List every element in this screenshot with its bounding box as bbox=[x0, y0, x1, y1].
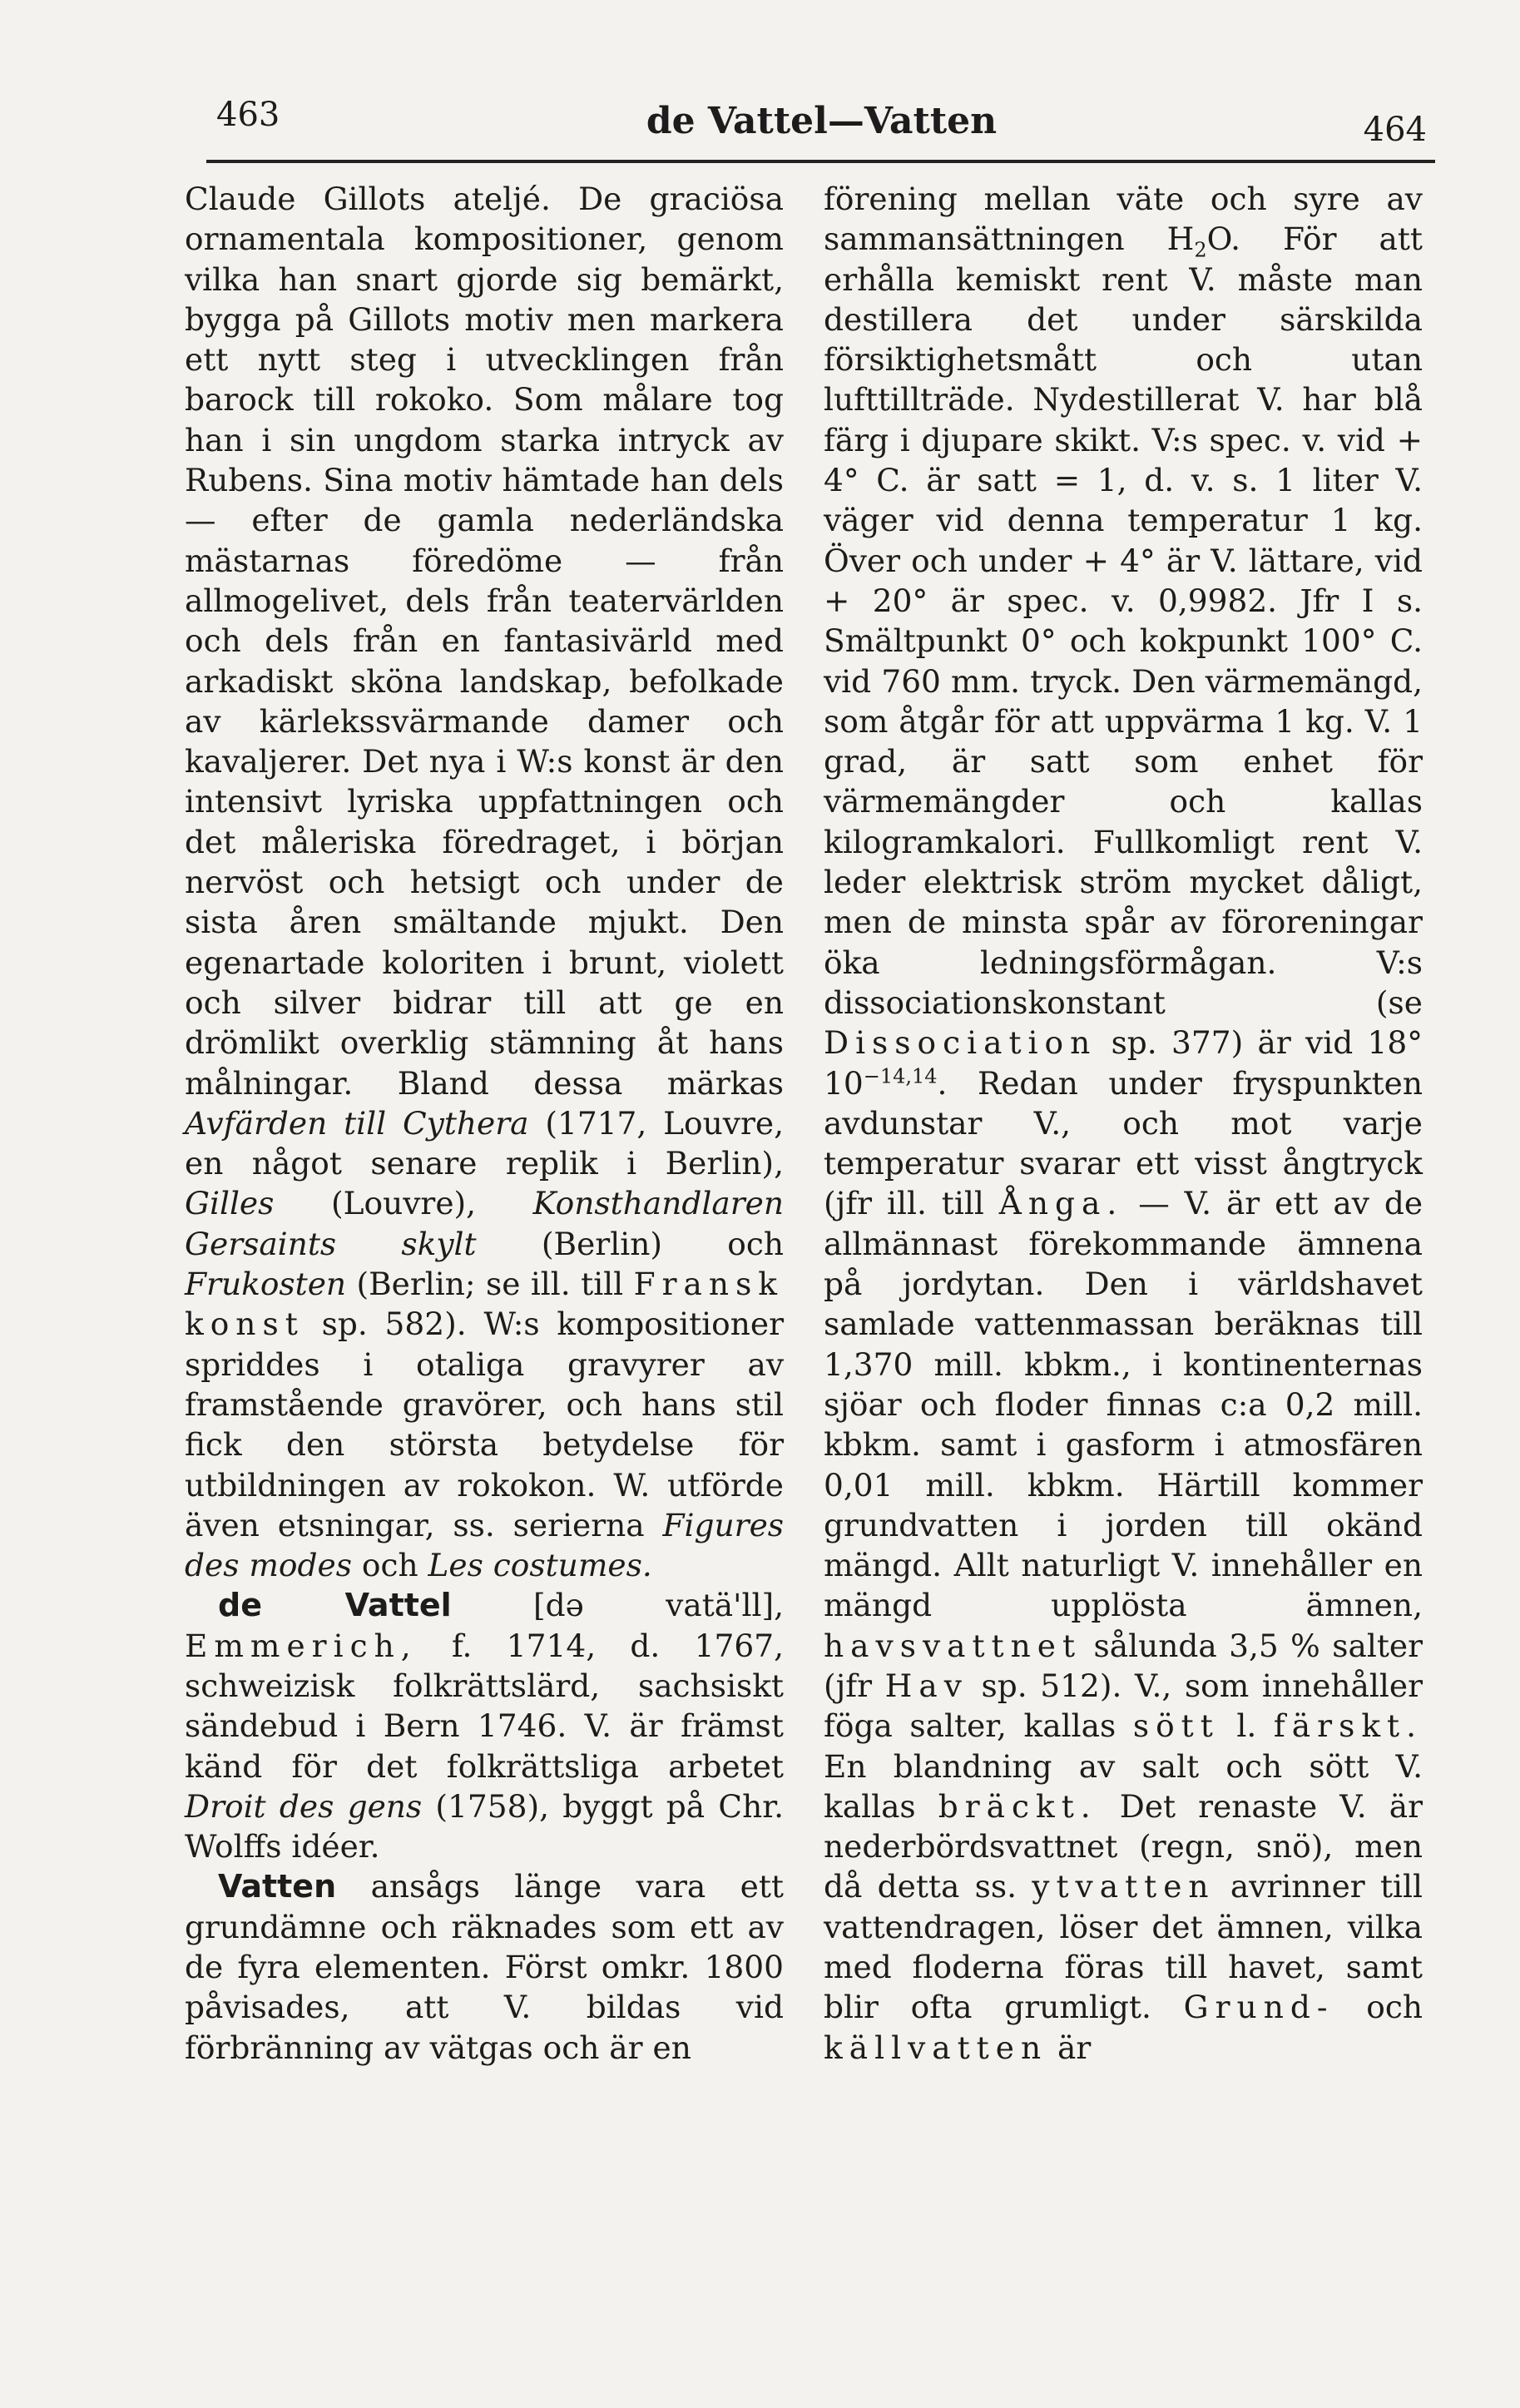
entry-text: sp. 582). W:s kompositioner spriddes i otaliga gravyrer av framstående gravörer, och hans stil fick den största betydelse för utbildningen av rokokon. W. utförde även etsningar, ss. serierna bbox=[185, 1306, 784, 1543]
formula-element: H bbox=[1166, 220, 1195, 258]
entry-text: Claude Gillots ateljé. De graciösa ornamentala kompositioner, genom vilka han snart gjorde sig bemärkt, bygga på Gillots motiv men markera ett nytt steg i utvecklingen från barock till rokoko. Som målare tog han i sin ungdom starka intryck av Rubens. Sina motiv hämtade han dels — efter de gamla nederländska mästarnas föredöme — från allmogelivet, dels från teatervärlden och dels från en fantasivärld med arkadiskt sköna landskap, befolkade av kärlekssvärmande damer och kavaljerer. Det nya i W:s konst är den intensivt lyriska uppfattningen och det måleriska föredraget, i början nervöst och hetsigt och under de sista åren smältande mjukt. Den egenartade koloriten i brunt, violett och silver bidrar till att ge en drömlikt overklig stämning åt hans målningar. Bland dessa märkas bbox=[185, 181, 784, 1102]
vatten-entry-continued bbox=[824, 179, 1423, 2068]
cross-reference: Fransk konst bbox=[185, 1266, 785, 1343]
entry-text: avrinner till vattendragen, löser det ämnen, vilka med floderna föras till havet, samt blir ofta grumligt. bbox=[824, 1868, 1423, 2026]
entry-text: är bbox=[1057, 2029, 1092, 2066]
entry-text: sålunda 3,5 % salter (jfr bbox=[824, 1627, 1423, 1704]
work-title: Droit des gens bbox=[185, 1787, 423, 1825]
entry-text: (Berlin; se ill. till bbox=[356, 1266, 624, 1303]
artwork-title: Avfärden till Cythera bbox=[185, 1104, 529, 1142]
artwork-title: Frukosten bbox=[185, 1266, 347, 1303]
entry-text: ansågs länge vara ett grundämne och räknades som ett av de fyra elementen. Först omkr. 1800 påvisades, att V. bildas vid förbränning av vätgas och är en bbox=[185, 1868, 785, 2066]
entry-text: förening mellan väte och syre av sammansättningen bbox=[824, 181, 1423, 258]
page-header bbox=[208, 87, 1435, 162]
spaced-term: havsvattnet bbox=[824, 1627, 1082, 1664]
running-title: de Vattel—Vatten bbox=[646, 100, 998, 142]
cross-reference: Dissociation bbox=[824, 1024, 1097, 1062]
chemical-formula bbox=[1166, 220, 1241, 262]
entry-text: sp. 512). V., som innehåller föga salter, kallas bbox=[824, 1667, 1423, 1745]
entry-text: . Redan under fryspunkten avdunstar V., och mot varje temperatur svarar ett visst ångtryck (jfr ill. till bbox=[824, 1064, 1423, 1222]
artwork-title: Konsthandlaren Gersaints skylt bbox=[185, 1185, 784, 1262]
spaced-term: sött bbox=[1132, 1707, 1220, 1745]
entry-headword: de Vattel bbox=[218, 1587, 452, 1624]
page-number-right: 464 bbox=[1363, 111, 1427, 149]
formula-element: O. bbox=[1206, 220, 1241, 258]
given-name: Emmerich, bbox=[185, 1627, 418, 1664]
watteau-entry-continued bbox=[185, 179, 784, 1585]
entry-text: (Louvre), bbox=[330, 1185, 477, 1222]
entry-text: (1717, Louvre, en något senare replik i Berlin), bbox=[185, 1104, 784, 1182]
entry-text: För att erhålla kemiskt rent V. måste man destillera det under särskilda försiktighetsmått och utan lufttillträde. Nydestillerat V. har blå färg i djupare skikt. V:s spec. v. vid + 4° C. är satt = 1, d. v. s. 1 liter V. väger vid denna temperatur 1 kg. Över och under + 4° är V. lättare, vid + 20° är spec. v. 0,9982. Jfr I s. Smältpunkt 0° och kokpunkt 100° C. vid 760 mm. tryck. Den värmemängd, som åtgår för att uppvärma 1 kg. V. 1 grad, är satt som enhet för värmemängder och kallas kilogramkalori. Fullkomligt rent V. leder elektrisk ström mycket dåligt, men de minsta spår av föroreningar öka ledningsförmågan. V:s dissociationskonstant (se bbox=[824, 220, 1423, 1021]
entry-text: l. bbox=[1236, 1707, 1257, 1745]
entry-text: (Berlin) och bbox=[541, 1225, 785, 1262]
artwork-title: Les costumes. bbox=[428, 1547, 652, 1584]
page-number-left: 463 bbox=[216, 96, 280, 134]
entry-text: f. 1714, d. 1767, schweizisk folkrättslärd, sachsiskt sändebud i Bern 1746. V. är främst känd för det folkrättsliga arbetet bbox=[185, 1627, 785, 1785]
entry-headword: Vatten bbox=[218, 1868, 337, 1905]
spaced-term: källvatten bbox=[824, 2029, 1048, 2066]
right-column bbox=[824, 179, 1423, 2068]
entry-text: En blandning av salt och sött V. kallas bbox=[824, 1747, 1423, 1825]
header-rule bbox=[206, 160, 1435, 163]
pronunciation: [də vatä'll], bbox=[533, 1587, 784, 1624]
left-column bbox=[185, 179, 784, 2068]
entry-text: Det renaste V. är nederbördsvattnet (regn, snö), men då detta ss. bbox=[824, 1787, 1423, 1905]
entry-text: och bbox=[361, 1547, 418, 1584]
spaced-term: Grund- bbox=[1183, 1989, 1334, 2026]
spaced-term: färskt. bbox=[1273, 1707, 1423, 1745]
spaced-term: bräckt. bbox=[938, 1787, 1097, 1825]
spaced-term: ytvatten bbox=[1032, 1868, 1216, 1905]
artwork-title: Figures des modes bbox=[185, 1506, 785, 1584]
cross-reference: Hav bbox=[884, 1667, 968, 1704]
cross-reference: Ånga. bbox=[998, 1185, 1124, 1222]
vatten-entry bbox=[185, 1866, 784, 2067]
de-vattel-entry bbox=[185, 1585, 784, 1866]
formula-subscript: 2 bbox=[1194, 238, 1207, 262]
entry-text: — V. är ett av de allmännast förekommande ämnena på jordytan. Den i världshavet samlade vattenmassan beräknas till 1,370 mill. kbkm., i kontinenternas sjöar och floder finnas c:a 0,2 mill. kbkm. samt i gasform i atmosfären 0,01 mill. kbkm. Härtill kommer grundvatten i jorden till okänd mängd. Allt naturligt V. innehåller en mängd upplösta ämnen, bbox=[824, 1185, 1423, 1624]
entry-text: sp. 377) är vid 18° 10 bbox=[824, 1024, 1423, 1102]
exponent: −14,14 bbox=[863, 1064, 938, 1088]
entry-text: (1758), byggt på Chr. Wolffs idéer. bbox=[185, 1787, 784, 1865]
entry-text: och bbox=[1366, 1989, 1423, 2026]
artwork-title: Gilles bbox=[185, 1185, 275, 1222]
